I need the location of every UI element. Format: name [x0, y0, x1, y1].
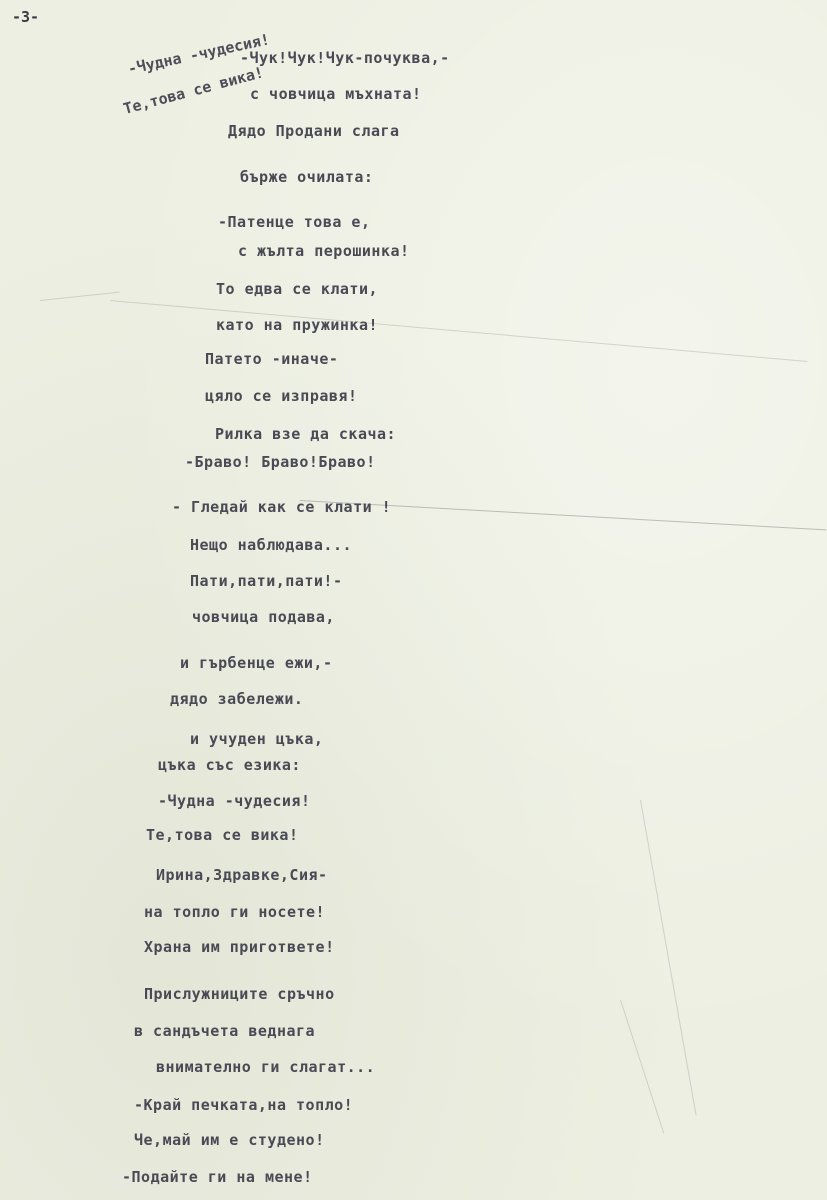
poem-line: Прислужниците сръчно	[144, 985, 335, 1003]
poem-line: Те,това се вика!	[146, 826, 299, 844]
poem-line: човчица подава,	[192, 608, 335, 626]
poem-line: Нещо наблюдава...	[190, 536, 353, 554]
poem-line: и учуден цъка,	[190, 730, 324, 748]
poem-line: с жълта перошинка!	[238, 242, 410, 260]
poem-line: - Гледай как се клати !	[172, 498, 392, 516]
poem-line: Храна им пригответе!	[144, 938, 335, 956]
poem-line: Пати,пати,пати!-	[190, 572, 343, 590]
paper-crease	[620, 1000, 664, 1133]
poem-line: -Чудна -чудесия!	[158, 792, 311, 810]
poem-line: като на пружинка!	[216, 316, 379, 334]
paper-crease	[640, 800, 697, 1115]
poem-line: Дядо Продани слага	[228, 122, 400, 140]
poem-line: Рилка взе да скача:	[215, 425, 397, 443]
poem-line: цъка със езика:	[158, 756, 301, 774]
poem-line: Ирина,Здравке,Сия-	[156, 866, 328, 884]
overlay-line-2: Те,това се вика!	[121, 63, 266, 118]
poem-line: на топло ги носете!	[144, 903, 326, 921]
overlay-line-1: -Чудна -чудесия!	[126, 30, 272, 78]
poem-line: -Браво! Браво!Браво!	[185, 453, 376, 471]
poem-line: с човчица мъхната!	[250, 85, 422, 103]
poem-line: цяло се изправя!	[205, 387, 358, 405]
poem-line: и гърбенце ежи,-	[180, 654, 333, 672]
poem-line: дядо забележи.	[170, 690, 304, 708]
poem-line: внимателно ги слагат...	[156, 1058, 376, 1076]
paper-fold-line	[40, 292, 120, 301]
poem-line: -Подайте ги на мене!	[122, 1168, 313, 1186]
poem-line: Че,май им е студено!	[134, 1131, 325, 1149]
poem-line: бърже очилата:	[240, 168, 374, 186]
poem-line: -Патенце това е,	[218, 213, 371, 231]
poem-line: в сандъчета веднага	[134, 1022, 316, 1040]
poem-line: -Край печката,на топло!	[134, 1096, 354, 1114]
page-number: -3-	[12, 8, 40, 26]
poem-line: То едва се клати,	[216, 280, 379, 298]
poem-line: Патето -иначе-	[205, 350, 339, 368]
poem-line: -Чук!Чук!Чук-почуква,-	[240, 49, 450, 67]
